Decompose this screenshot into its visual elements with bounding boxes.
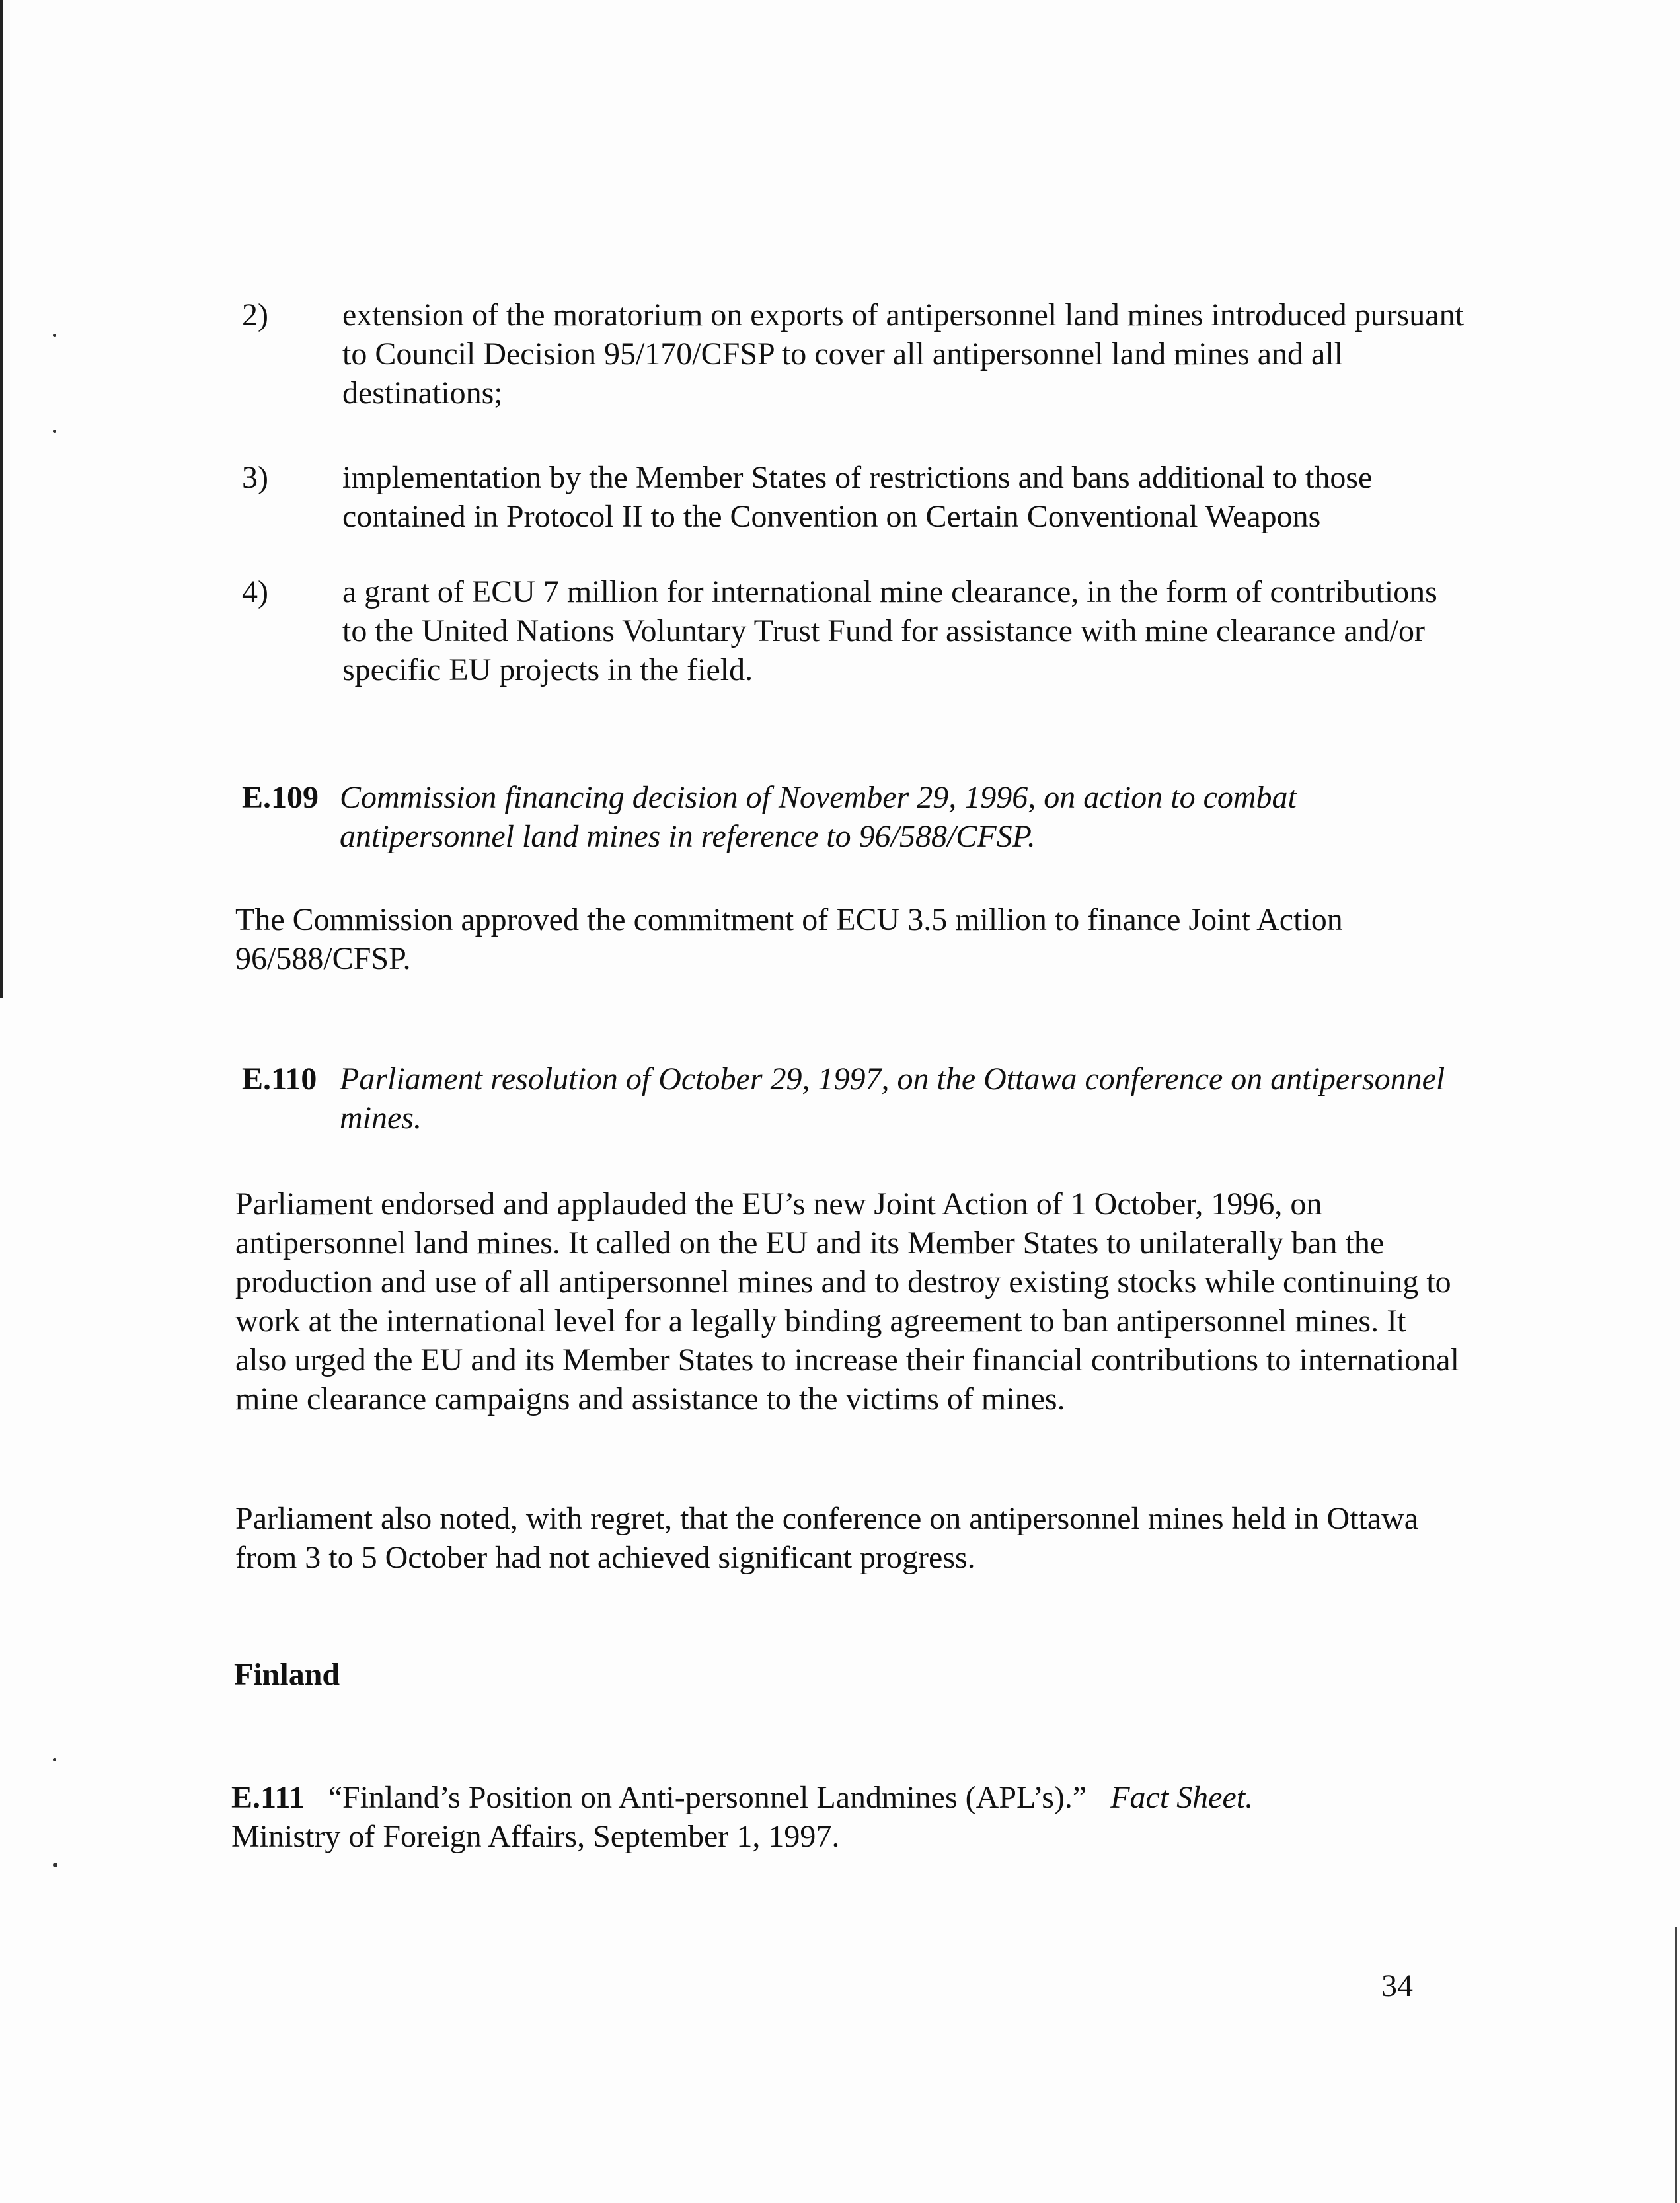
entry-title: Commission financing decision of November 29, 1996, on action to combat antipersonnel land mines in reference to 96/588/CFSP. <box>340 780 1297 854</box>
scan-speck <box>53 334 56 337</box>
list-item-text: a grant of ECU 7 million for international mine clearance, in the form of contributions to the United Nations Voluntary Trust Fund for assistance with mine clearance and/or specific EU projects in the field. <box>342 574 1437 687</box>
list-item-number: 3) <box>242 460 268 495</box>
list-item-number: 2) <box>242 297 268 332</box>
list-item-text: extension of the moratorium on exports of antipersonnel land mines introduced pursuant to Council Decision 95/170/CFSP to cover all antipersonnel land mines and all destinations; <box>342 297 1464 410</box>
entry-code: E.111 <box>231 1780 305 1815</box>
scan-edge-right <box>1675 1927 1677 2203</box>
list-item-number: 4) <box>242 574 268 609</box>
entry-title: Parliament resolution of October 29, 1997, on the Ottawa conference on antipersonnel mines. <box>340 1062 1445 1136</box>
scan-speck <box>53 1863 57 1867</box>
list-item-text: implementation by the Member States of restrictions and bans additional to those contained in Protocol II to the Convention on Certain Conventional Weapons <box>342 460 1373 534</box>
entry-title: “Finland’s Position on Anti-personnel Landmines (APL’s).” <box>328 1780 1087 1815</box>
scan-edge-left <box>0 0 3 998</box>
entry-code: E.110 <box>242 1062 317 1097</box>
page-number: 34 <box>1381 1968 1413 2003</box>
bibliography-entry <box>231 1778 1487 1856</box>
scan-speck <box>53 1758 56 1761</box>
scan-speck <box>53 430 56 433</box>
entry-source: Fact Sheet. <box>1110 1780 1254 1815</box>
entry-paragraph: The Commission approved the commitment of ECU 3.5 million to finance Joint Action 96/588/CFSP. <box>235 902 1343 976</box>
section-heading: Finland <box>234 1657 340 1692</box>
entry-code: E.109 <box>242 780 319 815</box>
entry-paragraph: Parliament endorsed and applauded the EU’s new Joint Action of 1 October, 1996, on antipersonnel land mines. It called on the EU and its Member States to unilaterally ban the production and use of all antipersonnel mines and to destroy existing stocks while continuing to work at the international level for a legally binding agreement to ban antipersonnel mines. It also urged the EU and its Member States to increase their financial contributions to international mine clearance campaigns and assistance to the victims of mines. <box>235 1186 1459 1416</box>
entry-paragraph: Parliament also noted, with regret, that the conference on antipersonnel mines held in Ottawa from 3 to 5 October had not achieved significant progress. <box>235 1501 1419 1575</box>
entry-publisher: Ministry of Foreign Affairs, September 1, 1997. <box>231 1819 840 1854</box>
